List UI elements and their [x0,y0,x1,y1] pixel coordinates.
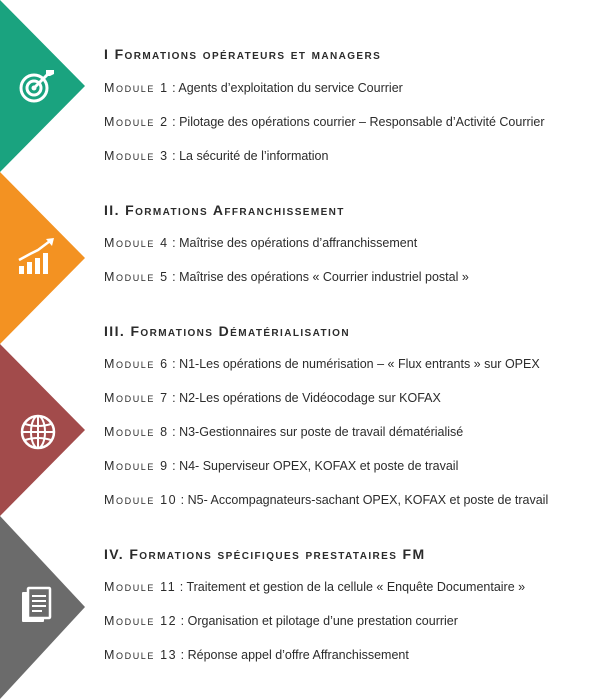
module-11 [104,580,525,594]
section-4-chevron [0,516,85,699]
module-2 [104,115,545,129]
module-3 [104,149,328,163]
section-1-title: I Formations opérateurs et managers [104,46,382,62]
module-10 [104,493,548,507]
module-label: Module 13 [104,648,178,662]
globe-icon [18,412,58,452]
module-12 [104,614,458,628]
module-text: : Traitement et gestion de la cellule « Enquête Documentaire » [176,580,526,594]
section-2-chevron [0,172,85,344]
section-4-title: IV. Formations spécifiques prestataires FM [104,546,426,562]
module-text: : N4- Superviseur OPEX, KOFAX et poste de travail [168,459,459,473]
module-label: Module 7 [104,391,169,405]
module-label: Module 2 [104,115,169,129]
module-label: Module 3 [104,149,169,163]
module-label: Module 9 [104,459,169,473]
module-label: Module 10 [104,493,178,507]
module-label: Module 5 [104,270,169,284]
module-text: : N1-Les opérations de numérisation – « Flux entrants » sur OPEX [168,357,540,371]
module-text: : Agents d’exploitation du service Courrier [168,81,403,95]
module-text: : Maîtrise des opérations d’affranchissement [168,236,418,250]
module-text: : Maîtrise des opérations « Courrier industriel postal » [168,270,469,284]
module-7 [104,391,441,405]
module-label: Module 12 [104,614,178,628]
document-icon [20,586,60,626]
module-text: : N5- Accompagnateurs-sachant OPEX, KOFAX et poste de travail [177,493,549,507]
module-9 [104,459,458,473]
section-1-chevron [0,0,85,172]
section-3-chevron [0,344,85,516]
module-label: Module 4 [104,236,169,250]
module-4 [104,236,417,250]
module-text: : Organisation et pilotage d’une prestation courrier [177,614,458,628]
module-text: : Réponse appel d’offre Affranchissement [177,648,409,662]
section-3-title: III. Formations Dématérialisation [104,323,350,339]
module-label: Module 1 [104,81,169,95]
section-2-title: II. Formations Affranchissement [104,202,345,218]
module-text: : N2-Les opérations de Vidéocodage sur KOFAX [168,391,441,405]
module-1 [104,81,403,95]
module-label: Module 8 [104,425,169,439]
module-text: : N3-Gestionnaires sur poste de travail dématérialisé [168,425,464,439]
module-5 [104,270,469,284]
module-label: Module 11 [104,580,177,594]
growth-chart-icon [16,236,56,276]
module-text: : Pilotage des opérations courrier – Responsable d’Activité Courrier [168,115,545,129]
target-icon [16,66,56,106]
module-6 [104,357,540,371]
module-13 [104,648,409,662]
module-label: Module 6 [104,357,169,371]
module-text: : La sécurité de l’information [168,149,329,163]
module-8 [104,425,463,439]
